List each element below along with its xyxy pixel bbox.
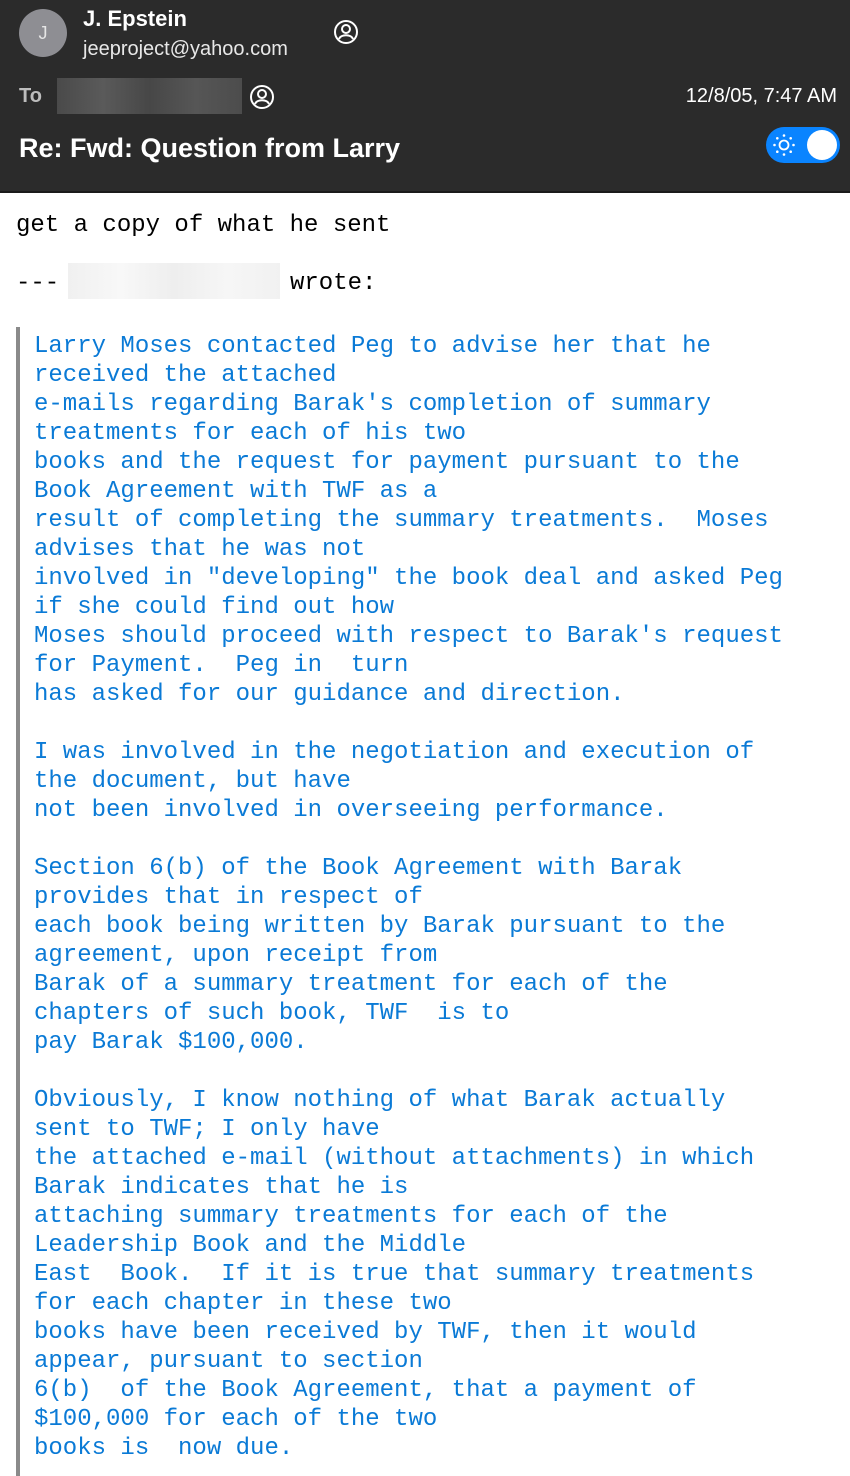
quoted-line: East Book. If it is true that summary treatments: [34, 1261, 755, 1288]
quoted-line: for Payment. Peg in turn: [34, 652, 409, 679]
quoted-line: Obviously, I know nothing of what Barak actually: [34, 1087, 726, 1114]
contact-icon[interactable]: [333, 19, 359, 45]
quoted-line: advises that he was not: [34, 536, 366, 563]
quoted-line: attaching summary treatments for each of the: [34, 1203, 668, 1230]
quote-prefix: ---: [16, 270, 60, 297]
quoted-line: provides that in respect of: [34, 884, 423, 911]
quoted-line: Section 6(b) of the Book Agreement with Barak: [34, 855, 683, 882]
message-header: [0, 0, 850, 193]
quoted-line: e-mails regarding Barak's completion of summary: [34, 391, 711, 418]
quoted-line: not been involved in overseeing performance.: [34, 797, 668, 824]
quoted-line: appear, pursuant to section: [34, 1348, 423, 1375]
quoted-line: Larry Moses contacted Peg to advise her that he: [34, 333, 711, 360]
redacted-recipient: [57, 78, 242, 114]
to-label: To: [19, 85, 42, 107]
quoted-line: agreement, upon receipt from: [34, 942, 438, 969]
quoted-line: if she could find out how: [34, 594, 395, 621]
quoted-line: for each chapter in these two: [34, 1290, 452, 1317]
quoted-line: treatments for each of his two: [34, 420, 467, 447]
quoted-line: sent to TWF; I only have: [34, 1116, 380, 1143]
quoted-text: [34, 332, 783, 1463]
quoted-line: each book being written by Barak pursuant to the: [34, 913, 726, 940]
quote-bar: [16, 327, 20, 1476]
sender-avatar[interactable]: [19, 9, 67, 57]
sender-email[interactable]: jeeproject@yahoo.com: [83, 38, 288, 60]
message-subject: Re: Fwd: Question from Larry: [19, 133, 401, 163]
quoted-line: I was involved in the negotiation and execution of: [34, 739, 755, 766]
sun-icon: [772, 133, 796, 157]
quoted-line: books is now due.: [34, 1435, 294, 1462]
quoted-line: books have been received by TWF, then it would: [34, 1319, 697, 1346]
quoted-line: $100,000 for each of the two: [34, 1406, 438, 1433]
toggle-knob: [807, 130, 837, 160]
appearance-toggle[interactable]: [766, 127, 840, 163]
quoted-line: involved in "developing" the book deal and asked Peg: [34, 565, 783, 592]
reply-text: get a copy of what he sent: [16, 212, 391, 239]
recipient-contact-icon[interactable]: [249, 84, 275, 110]
quoted-line: result of completing the summary treatments. Moses: [34, 507, 769, 534]
message-date: 12/8/05, 7:47 AM: [685, 85, 837, 107]
wrote-label: wrote:: [290, 270, 377, 297]
quoted-line: [34, 1057, 783, 1086]
quoted-line: the document, but have: [34, 768, 351, 795]
sender-name[interactable]: J. Epstein: [83, 6, 187, 31]
quoted-line: [34, 709, 783, 738]
quoted-line: received the attached: [34, 362, 337, 389]
quoted-line: 6(b) of the Book Agreement, that a payment of: [34, 1377, 697, 1404]
quoted-line: books and the request for payment pursuant to the: [34, 449, 740, 476]
quoted-line: has asked for our guidance and direction.: [34, 681, 625, 708]
avatar-initial: J: [38, 22, 48, 43]
quoted-line: Moses should proceed with respect to Barak's request: [34, 623, 783, 650]
quoted-line: Barak of a summary treatment for each of the: [34, 971, 668, 998]
quoted-line: the attached e-mail (without attachments) in which: [34, 1145, 755, 1172]
quoted-line: Barak indicates that he is: [34, 1174, 409, 1201]
quoted-line: pay Barak $100,000.: [34, 1029, 308, 1056]
quoted-line: chapters of such book, TWF is to: [34, 1000, 510, 1027]
redacted-sender: [68, 263, 280, 299]
quoted-line: Leadership Book and the Middle: [34, 1232, 467, 1259]
quoted-line: Book Agreement with TWF as a: [34, 478, 438, 505]
quoted-line: [34, 825, 783, 854]
